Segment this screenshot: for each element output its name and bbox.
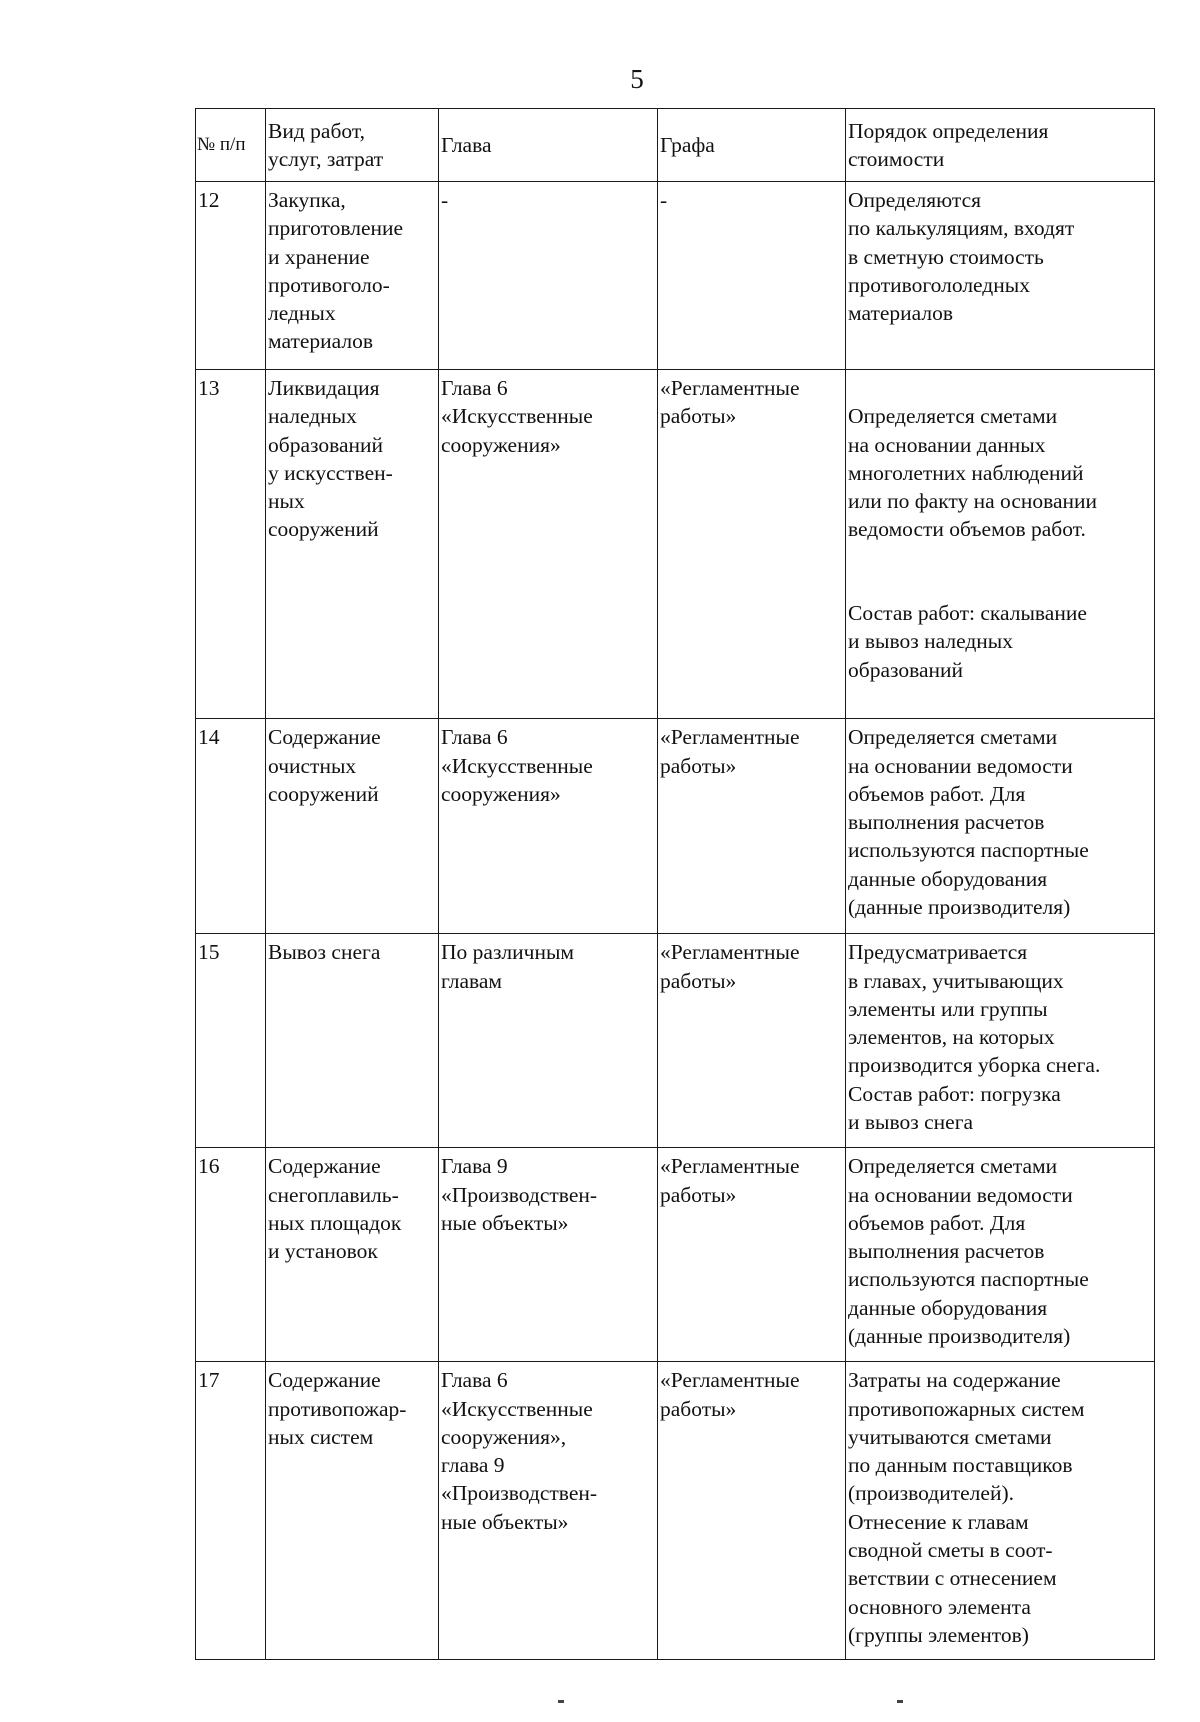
header-chapter: Глава — [439, 109, 658, 182]
cell-type: Вывоз снега — [266, 934, 439, 1148]
cell-type: Содержание очистных сооружений — [266, 719, 439, 934]
table-row — [196, 370, 1155, 719]
cell-column: «Регламентные работы» — [658, 719, 846, 934]
table-row — [196, 1148, 1155, 1362]
cell-num: 17 — [196, 1362, 266, 1660]
cell-type: Ликвидация наледных образований у искусствен- ных сооружений — [266, 370, 439, 719]
cell-column: «Регламентные работы» — [658, 1362, 846, 1660]
cell-chapter: По различным главам — [439, 934, 658, 1148]
cell-column: «Регламентные работы» — [658, 1148, 846, 1362]
header-num: № п/п — [196, 109, 266, 182]
table-row — [196, 719, 1155, 934]
cell-num: 14 — [196, 719, 266, 934]
table-header-row — [196, 109, 1155, 182]
cell-column: «Регламентные работы» — [658, 370, 846, 719]
cell-type: Закупка, приготовление и хранение противоголо- ледных материалов — [266, 182, 439, 370]
scan-mark — [897, 1700, 903, 1703]
cell-num: 13 — [196, 370, 266, 719]
cell-num: 15 — [196, 934, 266, 1148]
header-column: Графа — [658, 109, 846, 182]
cell-procedure: Затраты на содержание противопожарных систем учитываются сметами по данным поставщиков (производителей). Отнесение к главам сводной сметы в соот- ветствии с отнесением основного элемента (группы элементов) — [846, 1362, 1155, 1660]
cell-num: 16 — [196, 1148, 266, 1362]
cell-procedure: Предусматривается в главах, учитывающих элементы или группы элементов, на которых производится уборка снега. Состав работ: погрузка и вывоз снега — [846, 934, 1155, 1148]
cell-chapter: Глава 9 «Производствен- ные объекты» — [439, 1148, 658, 1362]
cell-procedure: Определяются по калькуляциям, входят в сметную стоимость противогололедных материалов — [846, 182, 1155, 370]
cost-table — [195, 108, 1155, 1660]
cell-procedure: Определяется сметами на основании ведомости объемов работ. Для выполнения расчетов используются паспортные данные оборудования (данные производителя) — [846, 719, 1155, 934]
cell-chapter: Глава 6 «Искусственные сооружения», глава 9 «Производствен- ные объекты» — [439, 1362, 658, 1660]
scan-mark — [558, 1700, 564, 1703]
cell-chapter: Глава 6 «Искусственные сооружения» — [439, 370, 658, 719]
cell-chapter: Глава 6 «Искусственные сооружения» — [439, 719, 658, 934]
table-row — [196, 182, 1155, 370]
cell-procedure: Определяется сметами на основании ведомости объемов работ. Для выполнения расчетов используются паспортные данные оборудования (данные производителя) — [846, 1148, 1155, 1362]
procedure-extra-text: Состав работ: скалывание и вывоз наледных образований — [848, 601, 1087, 682]
cell-column: «Регламентные работы» — [658, 934, 846, 1148]
procedure-text: Определяется сметами на основании данных многолетних наблюдений или по факту на основании ведомости объемов работ. — [848, 404, 1098, 542]
cell-type: Содержание снегоплавиль- ных площадок и установок — [266, 1148, 439, 1362]
cell-num: 12 — [196, 182, 266, 370]
page-number: 5 — [630, 64, 644, 94]
cell-column: - — [658, 182, 846, 370]
cell-type: Содержание противопожар- ных систем — [266, 1362, 439, 1660]
header-procedure: Порядок определения стоимости — [846, 109, 1155, 182]
table-row — [196, 1362, 1155, 1660]
header-type: Вид работ, услуг, затрат — [266, 109, 439, 182]
cell-chapter: - — [439, 182, 658, 370]
table-row — [196, 934, 1155, 1148]
cell-procedure — [846, 370, 1155, 719]
